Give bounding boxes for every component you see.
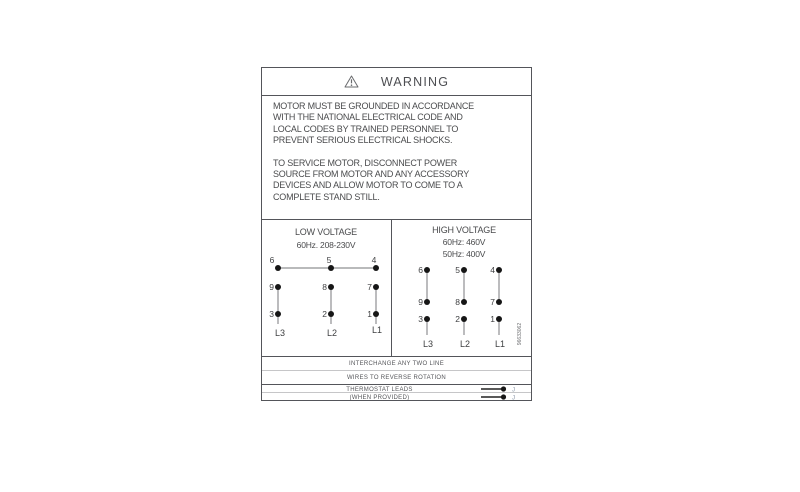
terminal-dot [275,311,281,317]
thermostat-lead-symbol [481,385,519,393]
high-voltage-subtitle-60: 60Hz: 460V [442,237,486,247]
body-line: WITH THE NATIONAL ELECTRICAL CODE AND [273,112,463,123]
line-label: L1 [371,325,383,335]
terminal-number: 9 [269,282,274,292]
terminal-number: 8 [455,297,460,307]
low-voltage-subtitle: 60Hz. 208-230V [296,240,356,250]
terminal-number: 6 [418,265,423,275]
body-line: COMPLETE STAND STILL. [273,191,380,202]
low-voltage-title: LOW VOLTAGE [295,227,357,237]
paragraph-grounding [273,101,523,147]
terminal-dot [373,265,379,271]
terminal-dot [424,299,430,305]
terminal-number: 5 [326,255,332,265]
thermostat-lead-symbol [481,393,519,401]
line-label: L2 [459,339,471,349]
terminal-dot [461,267,467,273]
terminal-dot [328,311,334,317]
terminal-dot [461,299,467,305]
terminal-number: 3 [418,314,423,324]
paragraph-service [273,158,523,204]
terminal-dot [275,265,281,271]
terminal-number: 6 [269,255,275,265]
line-label: L1 [494,339,506,349]
footer-notes [262,356,531,400]
terminal-number: 1 [367,309,372,319]
terminal-dot [496,316,502,322]
high-voltage-subtitle-50: 50Hz: 400V [442,249,486,259]
warning-title: WARNING [380,74,450,89]
thermostat-leads-text: THERMOSTAT LEADS [346,386,413,393]
rotation-note-line2: WIRES TO REVERSE ROTATION [262,371,531,385]
terminal-number: 7 [490,297,495,307]
lead-label: J [512,395,516,401]
low-voltage-diagram [262,220,391,357]
body-line: LOCAL CODES BY TRAINED PERSONNEL TO [273,123,459,134]
warning-body [273,101,523,203]
when-provided-row [262,393,531,401]
high-voltage-title: HIGH VOLTAGE [432,225,496,235]
body-line: TO SERVICE MOTOR, DISCONNECT POWER [273,157,458,168]
terminal-dot [373,284,379,290]
warning-header [262,68,531,96]
part-number-vertical: 96633062 [517,322,523,346]
body-line: MOTOR MUST BE GROUNDED IN ACCORDANCE [273,101,474,111]
terminal-dot [424,267,430,273]
terminal-dot [328,284,334,290]
terminal-number: 3 [269,309,274,319]
body-line: DEVICES AND ALLOW MOTOR TO COME TO A [273,180,463,191]
terminal-dot [275,284,281,290]
terminal-number: 8 [322,282,327,292]
terminal-dot [496,299,502,305]
body-line: PREVENT SERIOUS ELECTRICAL SHOCKS. [273,135,453,146]
line-label: L3 [422,339,434,349]
when-provided-text: (WHEN PROVIDED) [349,394,410,401]
body-line: SOURCE FROM MOTOR AND ANY ACCESSORY [273,169,470,180]
wiring-diagram-section [262,219,531,356]
rotation-note-line1: INTERCHANGE ANY TWO LINE [262,357,531,371]
terminal-dot [424,316,430,322]
motor-warning-label [261,67,532,401]
terminal-number: 4 [371,255,377,265]
terminal-number: 2 [455,314,460,324]
thermostat-leads-row [262,385,531,393]
terminal-dot [461,316,467,322]
terminal-number: 9 [418,297,423,307]
terminal-dot [373,311,379,317]
terminal-number: 4 [490,265,495,275]
terminal-dot [496,267,502,273]
line-label: L2 [326,328,338,338]
terminal-number: 7 [367,282,372,292]
high-voltage-diagram [392,220,533,357]
line-label: L3 [274,328,286,338]
warning-triangle-icon [344,75,359,88]
terminal-number: 5 [455,265,460,275]
terminal-dot [328,265,334,271]
terminal-number: 2 [322,309,327,319]
terminal-number: 1 [490,314,495,324]
lead-label: J [512,386,516,393]
